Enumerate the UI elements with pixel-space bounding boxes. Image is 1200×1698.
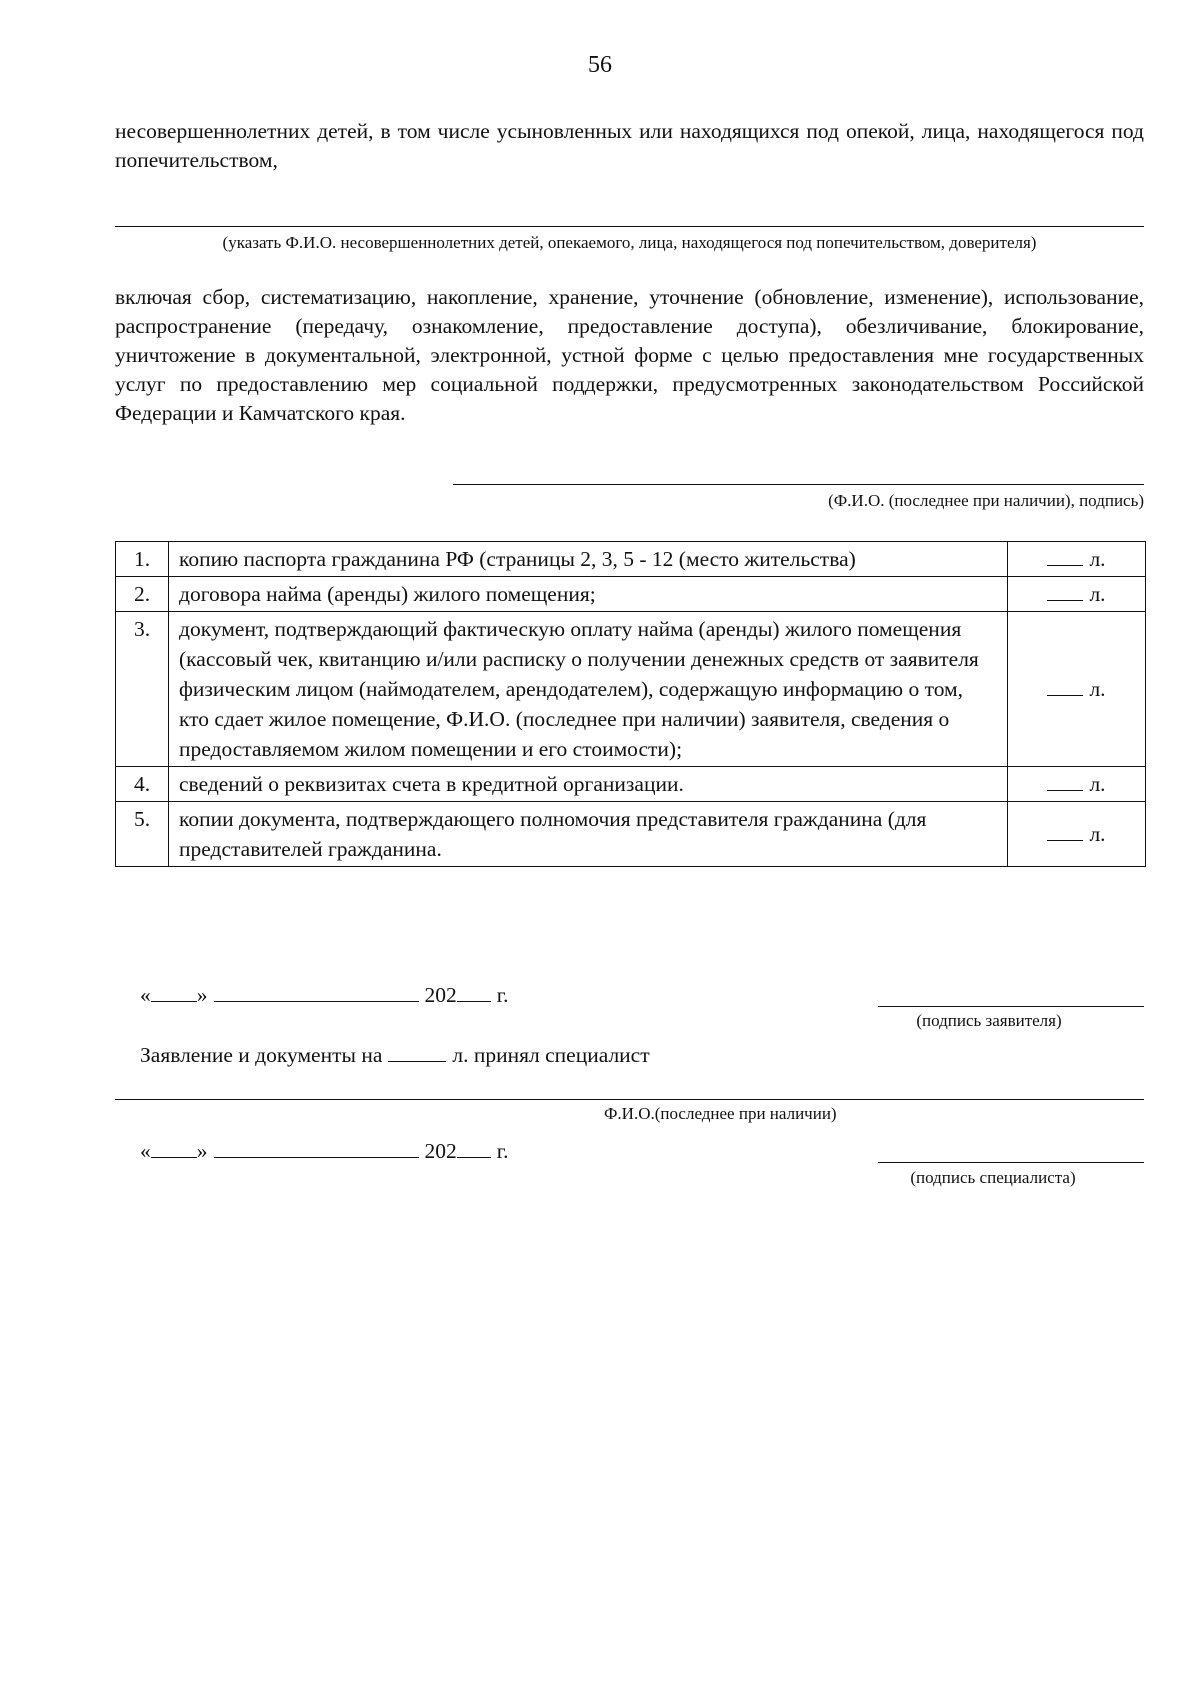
open-quote: « (140, 983, 151, 1007)
table-row (116, 802, 1146, 867)
table-row (116, 577, 1146, 612)
specialist-signature-caption: (подпись специалиста) (910, 1168, 1076, 1187)
page-count-blank[interactable] (1047, 545, 1083, 566)
year-suffix: г. (496, 983, 509, 1007)
year-field[interactable] (457, 1135, 491, 1158)
specialist-date-line (140, 1135, 509, 1164)
pages-unit: л. (1089, 582, 1106, 606)
row-number: 2. (116, 577, 169, 612)
close-quote: » (196, 1139, 208, 1163)
consent-signature-caption: (Ф.И.О. (последнее при наличии), подпись) (828, 491, 1144, 510)
document-description: сведений о реквизитах счета в кредитной организации. (169, 767, 1008, 802)
page-number: 56 (588, 52, 612, 78)
minors-name-field-line[interactable] (115, 226, 1144, 227)
row-number: 3. (116, 612, 169, 767)
page-count-cell (1008, 767, 1146, 802)
year-suffix: г. (496, 1139, 509, 1163)
page-count-blank[interactable] (1047, 770, 1083, 791)
row-number: 1. (116, 542, 169, 577)
document-description: копии документа, подтверждающего полномочия представителя гражданина (для представителей гражданина. (169, 802, 1008, 867)
year-prefix: 202 (424, 983, 457, 1007)
document-description: копию паспорта гражданина РФ (страницы 2, 3, 5 - 12 (место жительства) (169, 542, 1008, 577)
applicant-signature-line[interactable] (878, 1006, 1144, 1007)
minors-name-caption: (указать Ф.И.О. несовершеннолетних детей, опекаемого, лица, находящегося под попечительством, доверителя) (222, 233, 1037, 252)
accepted-prefix: Заявление и документы на (140, 1043, 383, 1067)
paragraph-minors: несовершеннолетних детей, в том числе усыновленных или находящихся под опекой, лица, находящегося под попечительством, (115, 119, 1144, 172)
row-number: 5. (116, 802, 169, 867)
accepted-suffix: л. принял специалист (452, 1043, 650, 1067)
month-field[interactable] (214, 1135, 419, 1158)
year-field[interactable] (457, 979, 491, 1002)
specialist-name-caption: Ф.И.О.(последнее при наличии) (604, 1104, 837, 1123)
applicant-signature-caption: (подпись заявителя) (916, 1011, 1062, 1030)
document-description: документ, подтверждающий фактическую оплату найма (аренды) жилого помещения (кассовый чек, квитанцию и/или расписку о получении денежных средств от заявителя физическим лицом (наймодателем, арендодателем), содержащую информацию о том, кто сдает жилое помещение, Ф.И.О. (последнее при наличии) заявителя, сведения о предоставляемом жилом помещении и его стоимости); (169, 612, 1008, 767)
document-description: договора найма (аренды) жилого помещения; (169, 577, 1008, 612)
documents-table (115, 541, 1146, 867)
day-field[interactable] (151, 1135, 197, 1158)
accepted-statement (140, 1039, 650, 1068)
pages-unit: л. (1089, 772, 1106, 796)
close-quote: » (196, 983, 208, 1007)
month-field[interactable] (214, 979, 419, 1002)
pages-unit: л. (1089, 822, 1106, 846)
page-count-blank[interactable] (1047, 675, 1083, 696)
page-count-cell (1008, 577, 1146, 612)
row-number: 4. (116, 767, 169, 802)
consent-signature-line[interactable] (453, 484, 1144, 485)
applicant-date-line (140, 979, 509, 1008)
page-count-cell (1008, 612, 1146, 767)
table-row (116, 542, 1146, 577)
page-count-cell (1008, 802, 1146, 867)
page-count-cell (1008, 542, 1146, 577)
pages-unit: л. (1089, 677, 1106, 701)
paragraph-processing: включая сбор, систематизацию, накопление, хранение, уточнение (обновление, изменение), использование, распространение (передачу, ознакомление, предоставление доступа), обезличивание, блокирование, уничтожение в документальной, электронной, устной форме с целью предоставления мне государственных услуг по предоставлению мер социальной поддержки, предусмотренных законодательством Российской Федерации и Камчатского края. (115, 285, 1144, 425)
table-row (116, 767, 1146, 802)
table-row (116, 612, 1146, 767)
open-quote: « (140, 1139, 151, 1163)
day-field[interactable] (151, 979, 197, 1002)
specialist-name-line[interactable] (115, 1099, 1144, 1100)
page-count-blank[interactable] (1047, 580, 1083, 601)
pages-unit: л. (1089, 547, 1106, 571)
specialist-signature-line[interactable] (878, 1162, 1144, 1163)
accepted-pages-field[interactable] (388, 1039, 446, 1062)
page-count-blank[interactable] (1047, 820, 1083, 841)
year-prefix: 202 (424, 1139, 457, 1163)
